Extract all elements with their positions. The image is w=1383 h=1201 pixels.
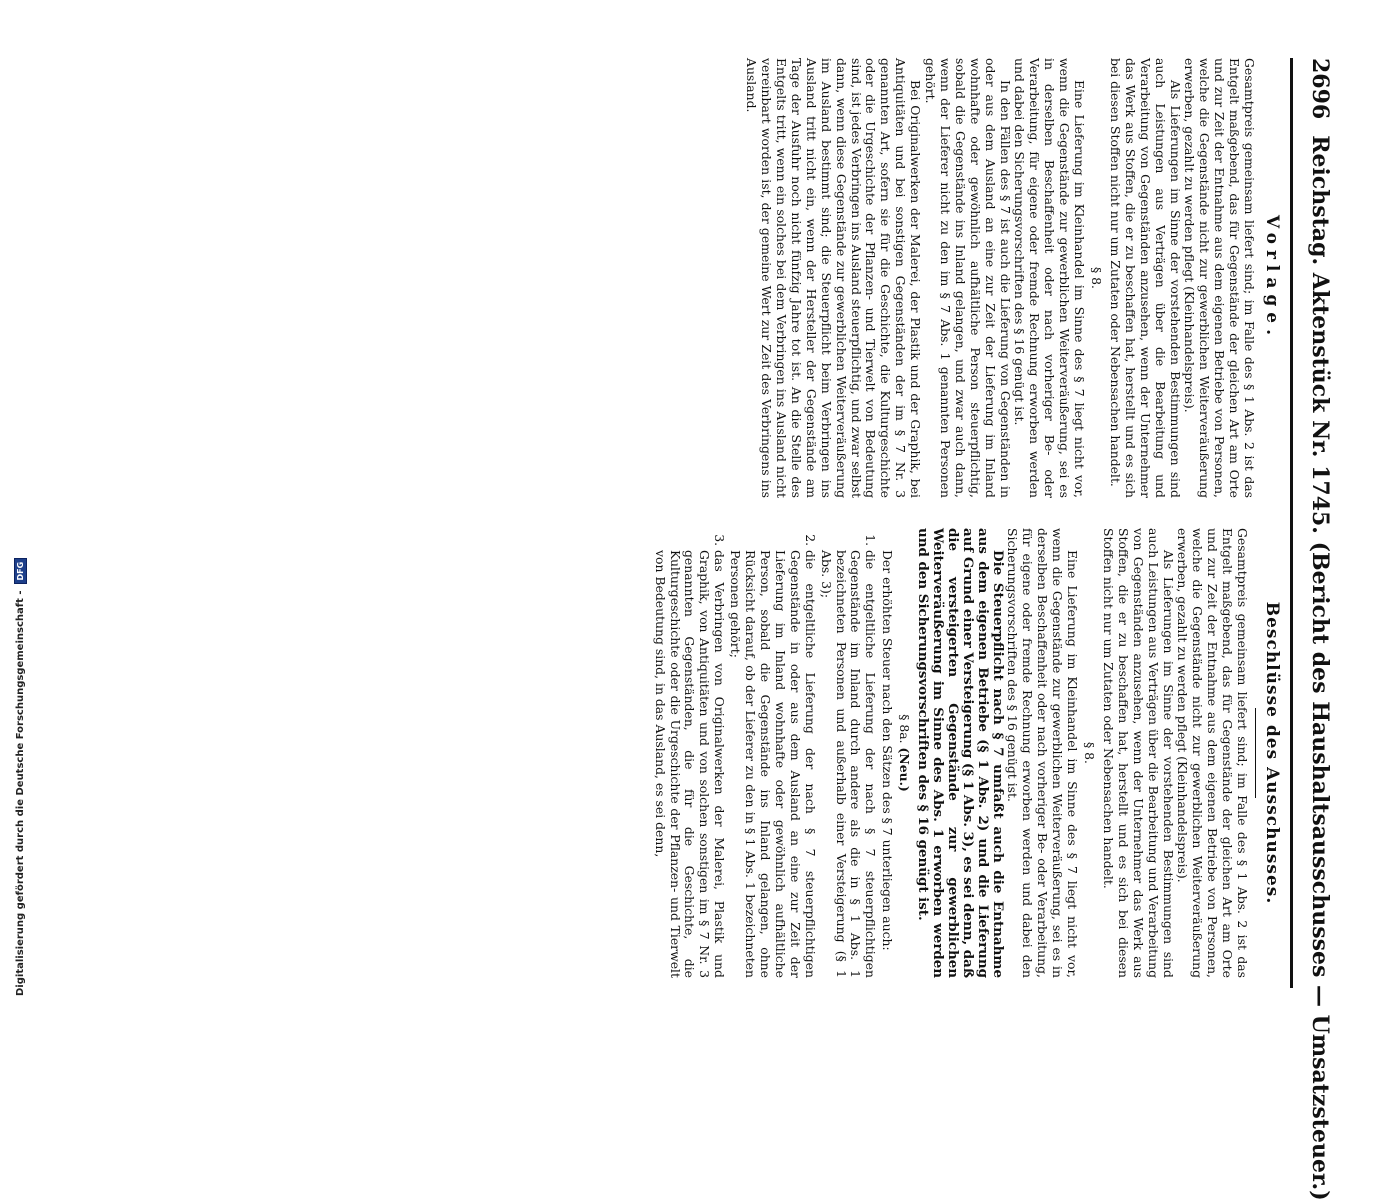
paragraph: Der erhöhten Steuer nach den Sätzen des § 7 unterliegen auch: (880, 550, 896, 951)
paragraph: Eine Lieferung im Kleinhandel im Sinne des § 7 liegt nicht vor, wenn die Gegenstände zur gewerblichen Weiterveräußerung, sei es in derselben Beschaffenheit oder nach vorheriger Be- oder Verarbeitung, für eigene oder fremde Rechnung erworben werden und dabei den Sicherungsvorschriften des § 16 genügt ist. (1012, 58, 1088, 498)
page-header (1290, 58, 1333, 1201)
section-heading: § 8. (1089, 267, 1105, 289)
paragraph: Eine Lieferung im Kleinhandel im Sinne des § 7 liegt nicht vor, wenn die Gegenstände zur gewerblichen Weiterveräußerung, sei es in derselben Beschaffenheit oder nach vorheriger Be- oder Verarbeitung, für eigene oder fremde Rechnung erworben werden und dabei den Sicherungsvorschriften des § 16 genügt ist. (1005, 528, 1081, 978)
list-item: 2. die entgeltliche Lieferung der nach § 7 steuerpflichtigen Gegenstände in oder aus dem Ausland an eine zur Zeit der Lieferung im Inland wohnhafte oder gewöhnlich aufhältliche Person, sobald die Gegenstände ins Inland gelangen, ohne Rücksicht darauf, ob der Lieferer zu den in § 1 Abs. 1 bezeichneten Personen gehört; (727, 550, 816, 978)
paragraph: Bei Originalwerken der Malerei, der Plastik und der Graphik, bei Antiquitäten und bei sonstigen Gegenständen der im § 7 Nr. 3 genannten Art, sofern sie für die Geschichte, die Kulturgeschichte oder die Urgeschichte der Pflanzen- und Tierwelt von Bedeutung sind, ist jedes Verbringen ins Ausland steuerpflichtig, und zwar selbst dann, wenn diese Gegenstände zur gewerblichen Weiterveräußerung im Ausland bestimmt sind; die Steuerpflicht beim Verbringen ins Ausland tritt nicht ein, wenn der Hersteller der Gegenstände am Tage der Ausfuhr noch nicht fünfzig Jahre tot ist. An die Stelle des Entgelts tritt, wenn ein solches bei dem Verbringen ins Ausland nicht vereinbart worden ist, der gemeine Wert zur Zeit des Verbringens ins Ausland. (744, 58, 924, 498)
right-column-title: Beschlüsse des Ausschusses. (1262, 601, 1282, 905)
list-item: 3. das Verbringen von Originalwerken der Malerei, Plastik und Graphik, von Antiquitäten und von solchen sonstigen im § 7 Nr. 3 genannten Gegenständen, die für die Geschichte, die Kulturgeschichte oder die Urgeschichte der Pflanzen- und Tierwelt von Bedeutung sind, in das Ausland, es sei denn, (652, 550, 727, 978)
section-number: § 8a. (897, 714, 913, 744)
left-column-vorlage (743, 58, 1281, 498)
paragraph-bold: Die Steuerpflicht nach § 7 umfaßt auch die Entnahme aus dem eigenen Betriebe (§ 1 Abs. 2) und die Lieferung auf Grund einer Versteigerung (§ 1 Abs. 3), es sei denn, daß die versteigerten Gegenstände zur gewerblichen Weiterveräußerung im Sinne des Abs. 1 erworben werden und den Sicherungsvorschriften des § 16 genügt ist. (915, 528, 1006, 978)
document-page (43, 48, 1333, 1201)
item-list (652, 528, 878, 978)
paragraph: In den Fällen des § 7 ist auch die Lieferung von Gegenständen in oder aus dem Ausland an eine zur Zeit der Lieferung im Inland wohnhafte oder gewöhnlich aufhältliche Person steuerpflichtig, sobald die Gegenstände ins Inland gelangen, und zwar auch dann, wenn der Lieferer nicht zu den im § 7 Abs. 1 genannten Personen gehört. (923, 58, 1013, 498)
paragraph: Als Lieferungen im Sinne der vorstehenden Bestimmungen sind auch Leistungen aus Verträgen über die Bearbeitung und Verarbeitung von Gegenständen anzusehen, wenn der Unternehmer das Werk aus Stoffen, die er zu beschaffen hat, herstellt und es sich bei diesen Stoffen nicht nur um Zutaten oder Nebensachen handelt. (1100, 528, 1176, 978)
dfg-logo: DFG (14, 558, 27, 585)
page-number: 2696 (1307, 58, 1333, 120)
page-title: Reichstag. Aktenstück Nr. 1745. (Bericht des Haushaltsausschusses — Umsatzsteuer.) (1307, 135, 1333, 1201)
divider (1255, 708, 1256, 798)
section-heading-8a (896, 528, 911, 978)
left-column-title: Vorlage. (1262, 214, 1282, 342)
right-column-beschluesse (651, 528, 1281, 978)
section-heading: § 8. (1082, 742, 1098, 764)
digitization-note (14, 558, 27, 996)
paragraph: Gesamtpreis gemeinsam liefert sind; im Falle des § 1 Abs. 2 ist das Entgelt maßgebend, das für Gegenstände der gleichen Art am Orte und zur Zeit der Entnahme aus dem eigenen Betriebe von Personen, welche die Gegenstände nicht zur gewerblichen Weiterveräußerung erwerben, gezahlt zu werden pflegt (Kleinhandelspreis). (1182, 58, 1258, 498)
list-item: 1. die entgeltliche Lieferung der nach § 7 steuerpflichtigen Gegenstände im Inland durch andere als die in § 1 Abs. 1 bezeichneten Personen und außerhalb einer Versteigerung (§ 1 Abs. 3); (818, 550, 878, 978)
digitization-note-text: Digitalisierung gefördert durch die Deutsche Forschungsgemeinschaft - (15, 590, 26, 996)
paragraph: Als Lieferungen im Sinne der vorstehenden Bestimmungen sind auch Leistungen aus Verträgen über die Bearbeitung und Verarbeitung von Gegenständen anzusehen, wenn der Unternehmer das Werk aus Stoffen, die er zu beschaffen hat, herstellt und es sich bei diesen Stoffen nicht nur um Zutaten oder Nebensachen handelt. (1107, 58, 1183, 498)
paragraph: Gesamtpreis gemeinsam liefert sind; im Falle des § 1 Abs. 2 ist das Entgelt maßgebend, das für Gegenstände der gleichen Art am Orte und zur Zeit der Entnahme aus dem eigenen Betriebe von Personen, welche die Gegenstände nicht zur gewerblichen Weiterveräußerung erwerben, gezahlt zu werden pflegt (Kleinhandelspreis). (1175, 528, 1251, 978)
section-neu-label: (Neu.) (897, 747, 913, 792)
